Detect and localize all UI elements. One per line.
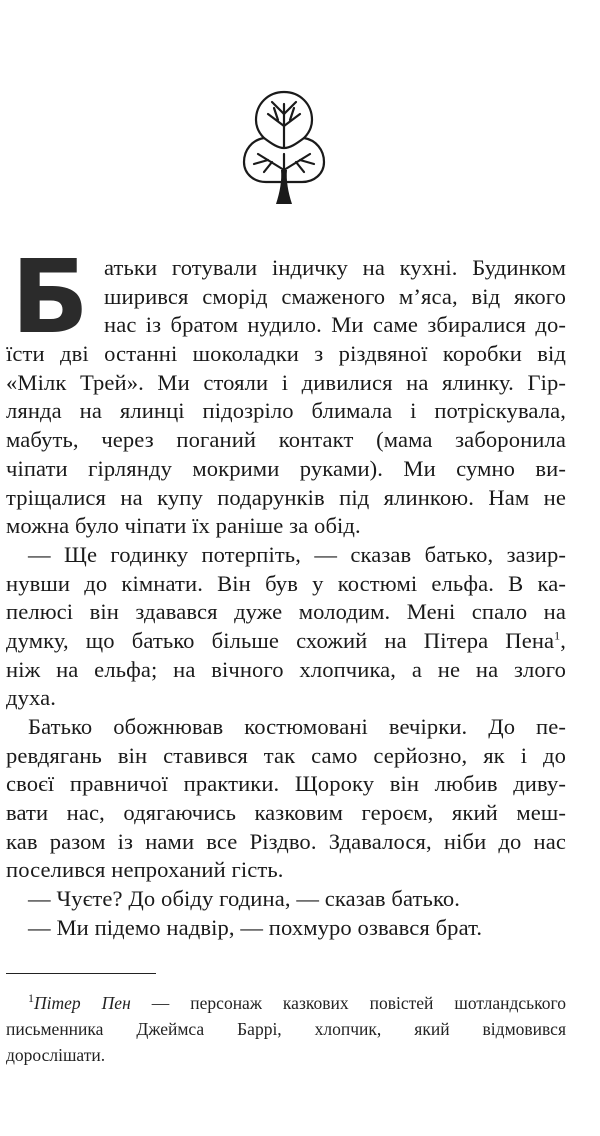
text-line: вати нас, одягаючись казковим героєм, який меш-: [6, 800, 566, 826]
body-text: [0, 254, 566, 943]
paragraph-5: [0, 914, 566, 943]
drop-cap: Б: [11, 256, 89, 340]
paragraph-3: [0, 713, 566, 885]
footnote: [6, 990, 566, 1068]
text-line: своєї правничої практики. Щороку він любив диву-: [6, 771, 566, 797]
footnote-line: дорослішати.: [6, 1045, 106, 1065]
text-line: — Ми підемо надвір, — похмуро озвався брат.: [28, 914, 483, 940]
text-line: можна було чіпати їх раніше за обід.: [6, 513, 361, 539]
text-line: «Мілк Трей». Ми стояли і дивилися на ялинку. Гір-: [6, 369, 566, 395]
footnote-line: письменника Джеймса Баррі, хлопчик, який відмовився: [6, 1019, 566, 1039]
text-line: духа.: [6, 685, 56, 711]
text-line-fragment: думку, що батько більше схожий на Пітера Пена: [6, 627, 555, 653]
text-line: тріщалися на купу подарунків під ялинкою. Нам не: [6, 484, 566, 510]
footnote-line: [6, 990, 566, 1016]
text-line: нувши до кімнати. Він був у костюмі ельфа. В ка-: [6, 570, 566, 596]
text-line: їсти дві останні шоколадки з різдвяної коробки від: [6, 341, 566, 367]
text-line: ревдягань він ставився так само серйозно, як і до: [6, 742, 566, 768]
text-line: поселився непроханий гість.: [6, 857, 284, 883]
footnote-mark: 1: [28, 991, 34, 1006]
text-line: мабуть, через поганий контакт (мама заборонила: [6, 427, 566, 453]
text-line: пелюсі він здавався дуже молодим. Мені спало на: [6, 599, 566, 625]
text-line: чіпати гірлянду мокрими руками). Ми сумно ви-: [6, 455, 566, 481]
tree-ornament-icon: [238, 84, 330, 206]
footnote-text: — персонаж казкових повістей шотландського: [130, 993, 566, 1013]
text-line: [0, 627, 566, 656]
footnote-term: Пітер Пен: [34, 993, 131, 1013]
paragraph-4: [0, 885, 566, 914]
footnote-divider: [6, 973, 156, 974]
paragraph-2: [0, 541, 566, 713]
text-line: Батько обожнював костюмовані вечірки. До пе-: [28, 714, 566, 739]
footnote-reference[interactable]: 1: [554, 628, 561, 643]
text-line: ніж на ельфа; на вічного хлопчика, а не на злого: [6, 656, 566, 682]
text-line: — Ще годинку потерпіть, — сказав батько, зазир-: [28, 541, 566, 567]
text-line: нас із братом нудило. Ми саме збиралися до-: [104, 312, 566, 338]
text-line: лянда на ялинці підозріло блимала і потріскувала,: [6, 398, 566, 424]
text-line: кав разом із нами все Різдво. Здавалося, ніби до нас: [6, 828, 566, 854]
text-line: — Чуєте? До обіду година, — сказав батько.: [28, 886, 461, 912]
text-line: атьки готували індичку на кухні. Будинком: [104, 255, 566, 280]
paragraph-1: [0, 254, 566, 541]
text-line-fragment: ,: [560, 627, 566, 653]
text-line: ширився сморід смаженого м’яса, від якого: [104, 283, 566, 309]
